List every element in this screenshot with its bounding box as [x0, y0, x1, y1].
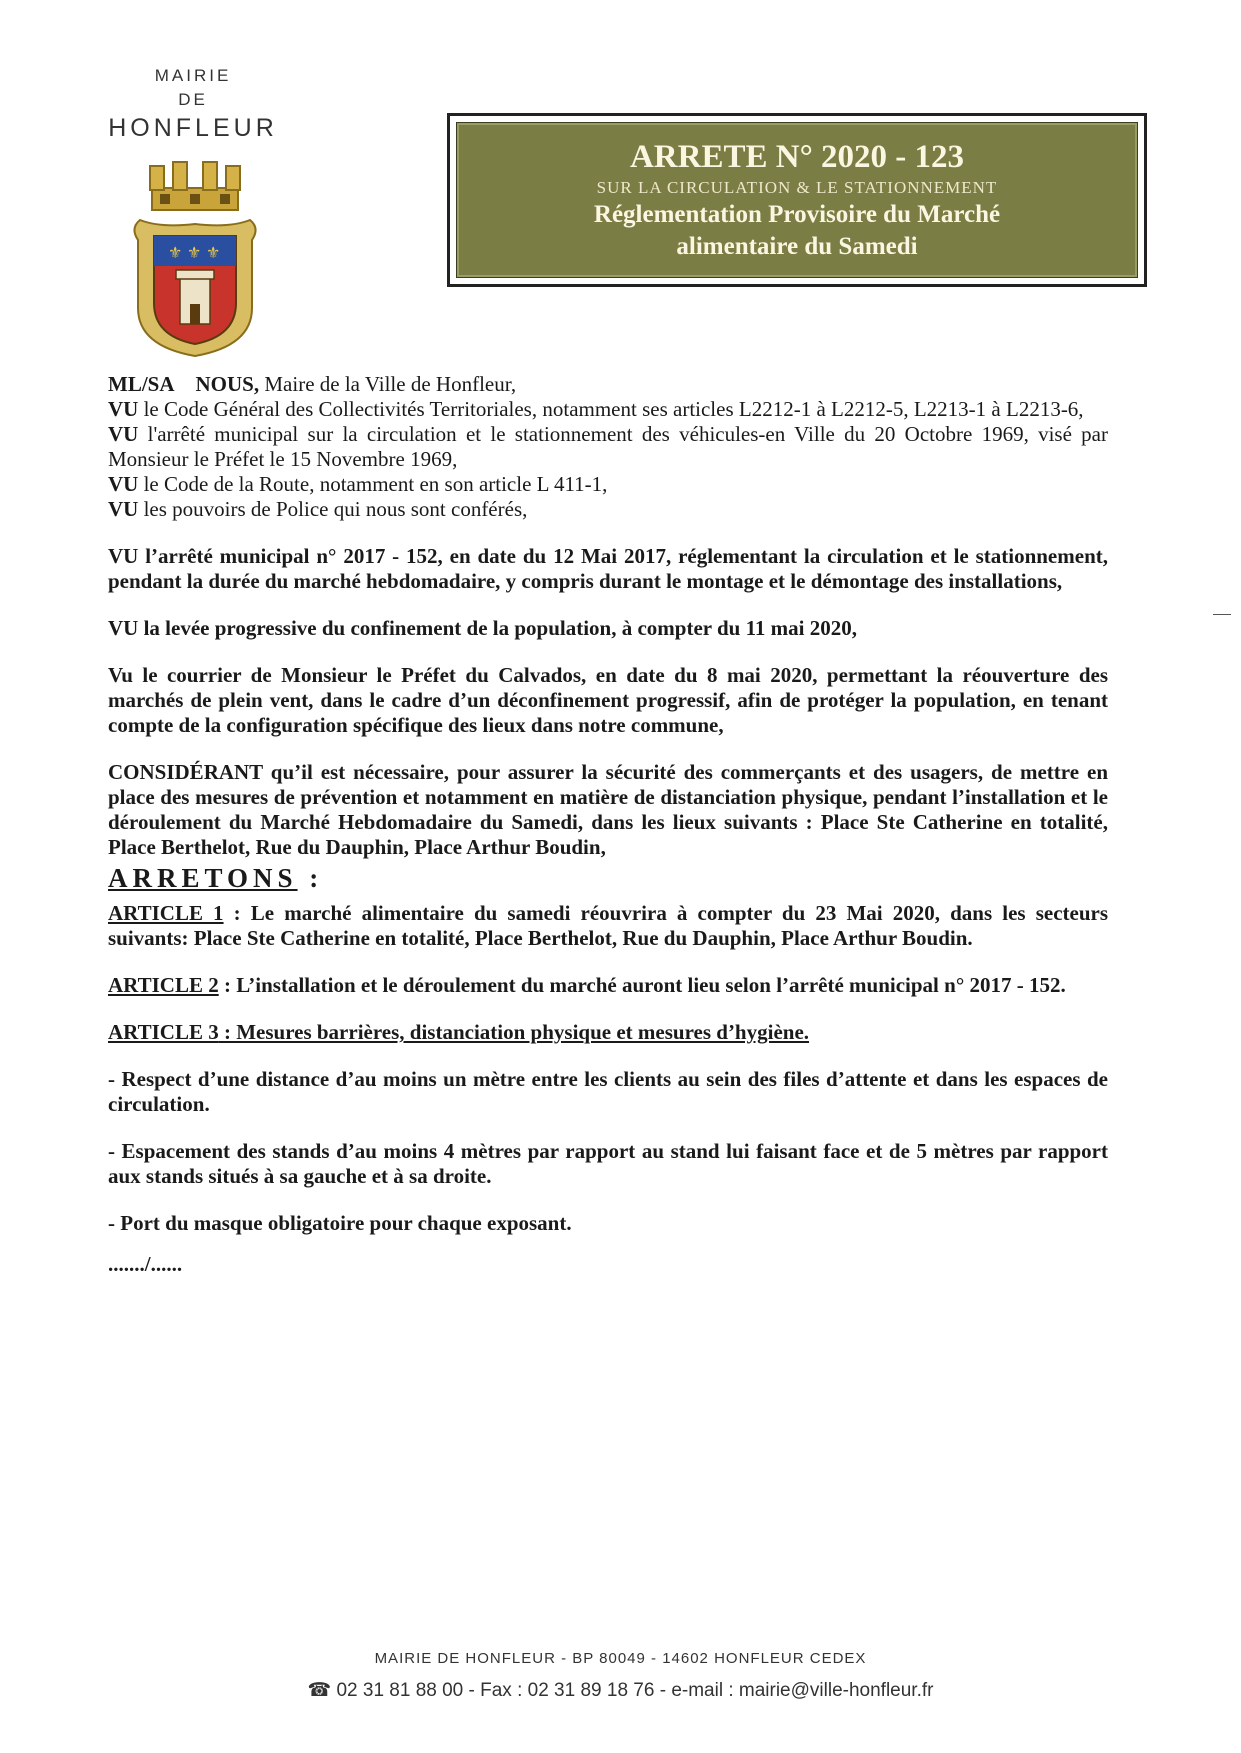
- vu-lead: VU: [108, 472, 139, 496]
- vu-arrete-1969: [108, 422, 1108, 472]
- vu-code-collectivites: [108, 397, 1108, 422]
- vu-text: les pouvoirs de Police qui nous sont conférés,: [138, 497, 528, 521]
- article-1-text: : Le marché alimentaire du samedi réouvrira à compter du 23 Mai 2020, dans les secteurs suivants: Place Ste Catherine en totalité, Place Berthelot, Rue du Dauphin, Place Arthur Boudin.: [108, 901, 1108, 950]
- mairie-line2: DE: [178, 90, 208, 109]
- nous-label: NOUS,: [195, 372, 260, 396]
- page-continuation: ......./......: [108, 1252, 183, 1276]
- article-3: [108, 1020, 1108, 1045]
- vu-lead: VU: [108, 397, 139, 421]
- mairie-header: [88, 64, 298, 144]
- vu-lead: VU: [108, 497, 139, 521]
- mairie-line3: HONFLEUR: [108, 114, 278, 142]
- article-3-label: ARTICLE 3: [108, 1020, 219, 1044]
- arrete-subtitle: SUR LA CIRCULATION & LE STATIONNEMENT: [596, 178, 998, 197]
- vu-text: le Code Général des Collectivités Territoriales, notamment ses articles L2212-1 à L2212-5, L2213-1 à L2213-6,: [138, 397, 1084, 421]
- document-body: [108, 372, 1108, 1277]
- article-1-label: ARTICLE 1: [108, 901, 224, 925]
- vu-courrier-prefet: Vu le courrier de Monsieur le Préfet du Calvados, en date du 8 mai 2020, permettant la réouverture des marchés de plein vent, dans le cadre d’un déconfinement progressif, afin de protéger la population, en tenant compte de la configuration spécifique des lieux dans notre commune,: [108, 663, 1108, 737]
- vu-text: le Code de la Route, notamment en son article L 411-1,: [138, 472, 608, 496]
- vu-levee-confinement: VU la levée progressive du confinement de la population, à compter du 11 mai 2020,: [108, 616, 858, 640]
- article-1: [108, 901, 1108, 951]
- footer-contact: 02 31 81 88 00 - Fax : 02 31 89 18 76 - e-mail : mairie@ville-honfleur.fr: [336, 1680, 934, 1701]
- measure-port-masque: - Port du masque obligatoire pour chaque exposant.: [108, 1211, 572, 1235]
- arrete-heading-line1: Réglementation Provisoire du Marché: [593, 201, 1001, 228]
- vu-text: l'arrêté municipal sur la circulation et le stationnement des véhicules-en Ville du 20 Octobre 1969, visé par Monsieur le Préfet le 15 Novembre 1969,: [108, 422, 1108, 471]
- arretons-colon: :: [309, 863, 324, 893]
- measure-distance-clients: - Respect d’une distance d’au moins un mètre entre les clients au sein des files d’attente et dans les espaces de circulation.: [108, 1067, 1108, 1116]
- nous-text: Maire de la Ville de Honfleur,: [259, 372, 517, 396]
- vu-code-route: [108, 472, 1108, 497]
- margin-mark: [1213, 614, 1231, 615]
- svg-text:⚜: ⚜: [206, 243, 221, 262]
- arrete-heading-line2: alimentaire du Samedi: [676, 233, 918, 260]
- article-2-label: ARTICLE 2: [108, 973, 219, 997]
- vu-pouvoirs-police: [108, 497, 1108, 522]
- vu-arrete-2017: VU l’arrêté municipal n° 2017 - 152, en date du 12 Mai 2017, réglementant la circulation et le stationnement, pendant la durée du marché hebdomadaire, y compris durant le montage et le démontage des installations,: [108, 544, 1108, 593]
- arretons-label: ARRETONS: [108, 863, 298, 893]
- article-2-text: : L’installation et le déroulement du marché auront lieu selon l’arrêté municipal n° 2017 - 152.: [218, 973, 1066, 997]
- measure-espacement-stands: - Espacement des stands d’au moins 4 mètres par rapport au stand lui faisant face et de 5 mètres par rapport aux stands situés à sa gauche et à sa droite.: [108, 1139, 1108, 1188]
- mairie-line1: MAIRIE: [154, 66, 232, 85]
- svg-text:⚜: ⚜: [187, 243, 202, 262]
- intro-nous: [108, 372, 1108, 397]
- footer: [0, 1648, 1241, 1706]
- vu-lead: VU: [108, 422, 139, 446]
- svg-text:⚜: ⚜: [168, 243, 183, 262]
- article-2: [108, 973, 1108, 998]
- considerant: CONSIDÉRANT qu’il est nécessaire, pour assurer la sécurité des commerçants et des usagers, de mettre en place des mesures de prévention et notamment en matière de distanciation physique, pendant l’installation et le déroulement du Marché Hebdomadaire du Samedi, dans les lieux suivants : Place Ste Catherine en totalité, Place Berthelot, Rue du Dauphin, Place Arthur Boudin,: [108, 760, 1108, 859]
- arrete-title-panel: [456, 122, 1138, 278]
- telephone-icon: ☎: [307, 1680, 332, 1701]
- article-3-text: : Mesures barrières, distanciation physique et mesures d’hygiène.: [218, 1020, 810, 1044]
- arretons-heading: [108, 863, 1108, 893]
- arrete-number: ARRETE N° 2020 - 123: [629, 139, 965, 175]
- honfleur-coat-of-arms-icon: [130, 158, 260, 358]
- footer-contact-line: [0, 1676, 1241, 1706]
- reference-code: ML/SA: [108, 372, 175, 396]
- footer-address: MAIRIE DE HONFLEUR - BP 80049 - 14602 HONFLEUR CEDEX: [374, 1650, 867, 1667]
- arrete-title-box: [447, 113, 1147, 287]
